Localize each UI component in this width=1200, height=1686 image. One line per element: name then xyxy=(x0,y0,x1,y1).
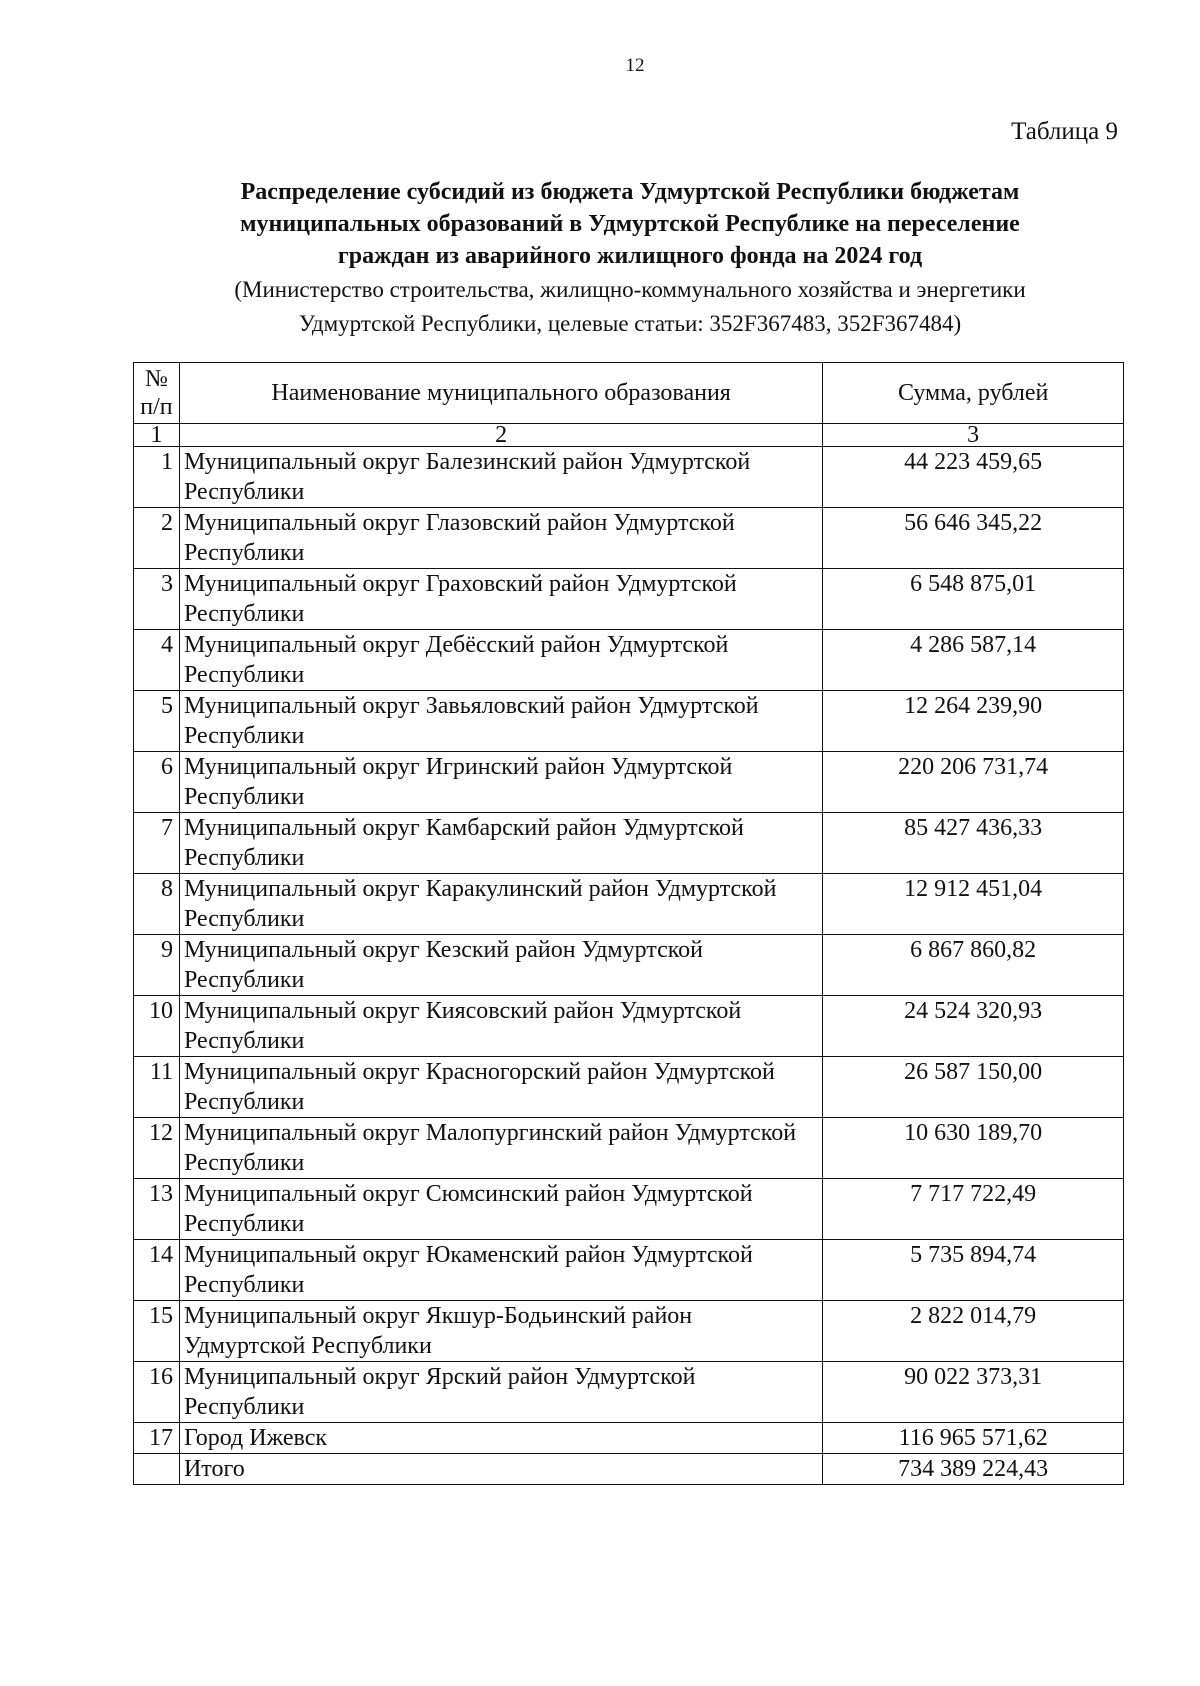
row-sum: 12 912 451,04 xyxy=(823,874,1124,935)
subsidy-table xyxy=(133,362,1124,1485)
table-row xyxy=(134,630,1124,691)
row-sum: 2 822 014,79 xyxy=(823,1301,1124,1362)
subtitle-line-1: (Министерство строительства, жилищно-коммунального хозяйства и энергетики xyxy=(234,277,1026,302)
row-number xyxy=(134,1454,180,1485)
row-municipality-name: Муниципальный округ Каракулинский район Удмуртской Республики xyxy=(179,874,822,935)
row-number: 16 xyxy=(134,1362,180,1423)
row-sum: 5 735 894,74 xyxy=(823,1240,1124,1301)
row-number: 9 xyxy=(134,935,180,996)
page-number: 12 xyxy=(625,55,645,76)
column-number-row xyxy=(134,424,1124,447)
row-municipality-name: Город Ижевск xyxy=(179,1423,822,1454)
row-sum: 6 867 860,82 xyxy=(823,935,1124,996)
table-row xyxy=(134,569,1124,630)
table-row xyxy=(134,1179,1124,1240)
header-sum: Сумма, рублей xyxy=(823,363,1124,424)
row-municipality-name: Муниципальный округ Ярский район Удмуртской Республики xyxy=(179,1362,822,1423)
row-number: 12 xyxy=(134,1118,180,1179)
row-sum: 116 965 571,62 xyxy=(823,1423,1124,1454)
row-number: 8 xyxy=(134,874,180,935)
document-title xyxy=(130,176,1130,340)
row-number: 13 xyxy=(134,1179,180,1240)
table-row xyxy=(134,935,1124,996)
row-municipality-name: Муниципальный округ Камбарский район Удмуртской Республики xyxy=(179,813,822,874)
header-number-top: № xyxy=(145,366,168,392)
header-number-bottom: п/п xyxy=(140,394,173,420)
row-sum: 26 587 150,00 xyxy=(823,1057,1124,1118)
table-row xyxy=(134,691,1124,752)
table-row xyxy=(134,1118,1124,1179)
header-name: Наименование муниципального образования xyxy=(179,363,822,424)
table-row xyxy=(134,447,1124,508)
table-row xyxy=(134,752,1124,813)
table-row xyxy=(134,1362,1124,1423)
row-number: 14 xyxy=(134,1240,180,1301)
column-number: 1 xyxy=(134,424,180,447)
row-sum: 90 022 373,31 xyxy=(823,1362,1124,1423)
row-municipality-name: Муниципальный округ Малопургинский район Удмуртской Республики xyxy=(179,1118,822,1179)
row-municipality-name: Муниципальный округ Сюмсинский район Удмуртской Республики xyxy=(179,1179,822,1240)
row-municipality-name: Муниципальный округ Юкаменский район Удмуртской Республики xyxy=(179,1240,822,1301)
row-municipality-name: Муниципальный округ Балезинский район Удмуртской Республики xyxy=(179,447,822,508)
row-municipality-name: Муниципальный округ Игринский район Удмуртской Республики xyxy=(179,752,822,813)
row-municipality-name: Итого xyxy=(179,1454,822,1485)
table-label: Таблица 9 xyxy=(1011,118,1118,145)
row-sum: 220 206 731,74 xyxy=(823,752,1124,813)
subtitle-line-2: Удмуртской Республики, целевые статьи: 352F367483, 352F367484) xyxy=(298,311,962,336)
table-row xyxy=(134,1240,1124,1301)
row-sum: 4 286 587,14 xyxy=(823,630,1124,691)
row-number: 7 xyxy=(134,813,180,874)
table-row xyxy=(134,1301,1124,1362)
column-number: 3 xyxy=(823,424,1124,447)
row-sum: 44 223 459,65 xyxy=(823,447,1124,508)
row-sum: 85 427 436,33 xyxy=(823,813,1124,874)
row-number: 10 xyxy=(134,996,180,1057)
row-sum: 734 389 224,43 xyxy=(823,1454,1124,1485)
row-number: 11 xyxy=(134,1057,180,1118)
row-number: 2 xyxy=(134,508,180,569)
table-row xyxy=(134,813,1124,874)
row-municipality-name: Муниципальный округ Якшур-Бодьинский район Удмуртской Республики xyxy=(179,1301,822,1362)
table-row xyxy=(134,996,1124,1057)
title-line-1: Распределение субсидий из бюджета Удмуртской Республики бюджетам xyxy=(240,179,1020,205)
row-number: 15 xyxy=(134,1301,180,1362)
table-row xyxy=(134,874,1124,935)
table-row xyxy=(134,1423,1124,1454)
row-sum: 56 646 345,22 xyxy=(823,508,1124,569)
row-municipality-name: Муниципальный округ Глазовский район Удмуртской Республики xyxy=(179,508,822,569)
table-row xyxy=(134,508,1124,569)
row-municipality-name: Муниципальный округ Завьяловский район Удмуртской Республики xyxy=(179,691,822,752)
table-header-row xyxy=(134,363,1124,424)
row-number: 17 xyxy=(134,1423,180,1454)
row-sum: 6 548 875,01 xyxy=(823,569,1124,630)
row-number: 5 xyxy=(134,691,180,752)
title-line-3: граждан из аварийного жилищного фонда на 2024 год xyxy=(337,243,923,269)
row-sum: 10 630 189,70 xyxy=(823,1118,1124,1179)
column-number: 2 xyxy=(179,424,822,447)
row-number: 1 xyxy=(134,447,180,508)
row-number: 3 xyxy=(134,569,180,630)
row-municipality-name: Муниципальный округ Дебёсский район Удмуртской Республики xyxy=(179,630,822,691)
row-municipality-name: Муниципальный округ Кезский район Удмуртской Республики xyxy=(179,935,822,996)
row-sum: 12 264 239,90 xyxy=(823,691,1124,752)
row-number: 4 xyxy=(134,630,180,691)
row-municipality-name: Муниципальный округ Красногорский район Удмуртской Республики xyxy=(179,1057,822,1118)
row-municipality-name: Муниципальный округ Киясовский район Удмуртской Республики xyxy=(179,996,822,1057)
row-sum: 24 524 320,93 xyxy=(823,996,1124,1057)
row-sum: 7 717 722,49 xyxy=(823,1179,1124,1240)
title-line-2: муниципальных образований в Удмуртской Республике на переселение xyxy=(240,211,1020,237)
table-body xyxy=(134,447,1124,1485)
row-municipality-name: Муниципальный округ Граховский район Удмуртской Республики xyxy=(179,569,822,630)
table-row xyxy=(134,1454,1124,1485)
row-number: 6 xyxy=(134,752,180,813)
table-row xyxy=(134,1057,1124,1118)
header-number xyxy=(134,363,180,424)
